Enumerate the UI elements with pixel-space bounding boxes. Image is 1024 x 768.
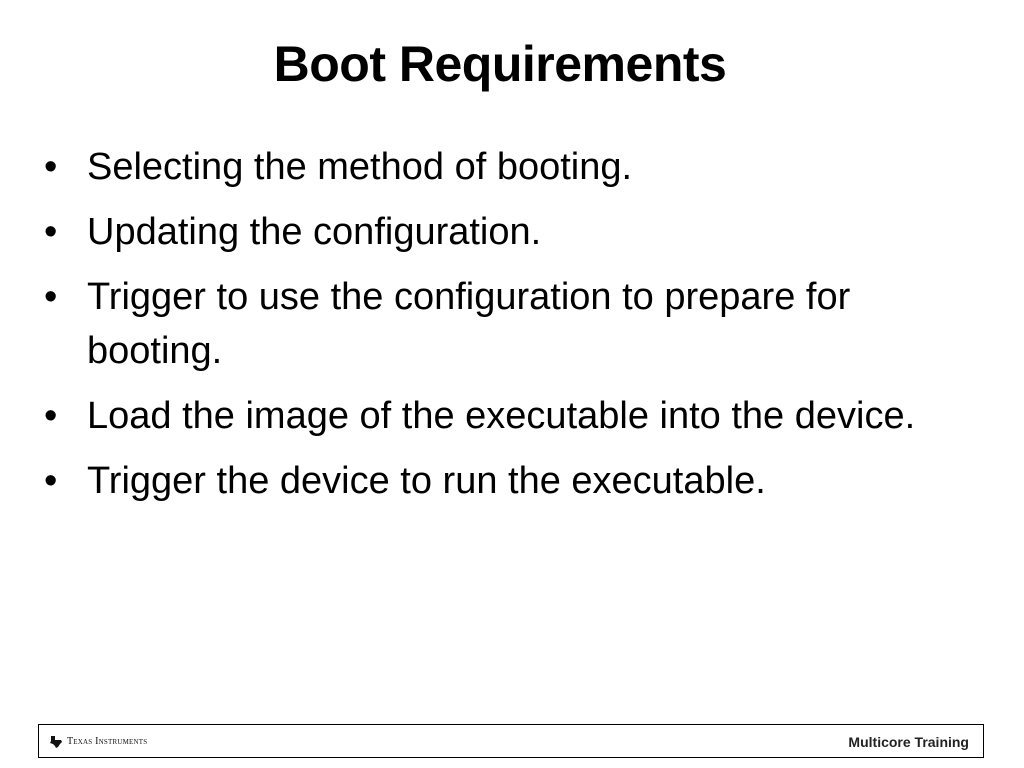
bullet-dot-icon: • [44, 276, 58, 318]
texas-state-icon [49, 735, 63, 749]
bullet-dot-icon: • [44, 211, 58, 253]
bullet-item [44, 389, 974, 443]
bullet-dot-icon: • [44, 460, 58, 502]
bullet-text: Updating the configuration. [87, 211, 542, 253]
bullet-item [44, 270, 974, 378]
bullet-text: Load the image of the executable into the device. [87, 395, 916, 437]
bullet-item [44, 454, 974, 508]
bullet-dot-icon: • [44, 146, 58, 188]
bullet-item [44, 205, 974, 259]
bullet-dot-icon: • [44, 395, 58, 437]
bullet-text: Trigger the device to run the executable. [87, 460, 766, 502]
bullet-list [44, 140, 974, 519]
bullet-item [44, 140, 974, 194]
bullet-text: Trigger to use the configuration to prepare for booting. [87, 276, 851, 372]
bullet-text: Selecting the method of booting. [87, 146, 633, 188]
company-name: Texas Instruments [67, 736, 148, 747]
ti-logo [49, 734, 147, 750]
footer-course-label: Multicore Training [848, 734, 969, 750]
footer-bar [38, 724, 984, 758]
slide-title: Boot Requirements [273, 36, 727, 92]
